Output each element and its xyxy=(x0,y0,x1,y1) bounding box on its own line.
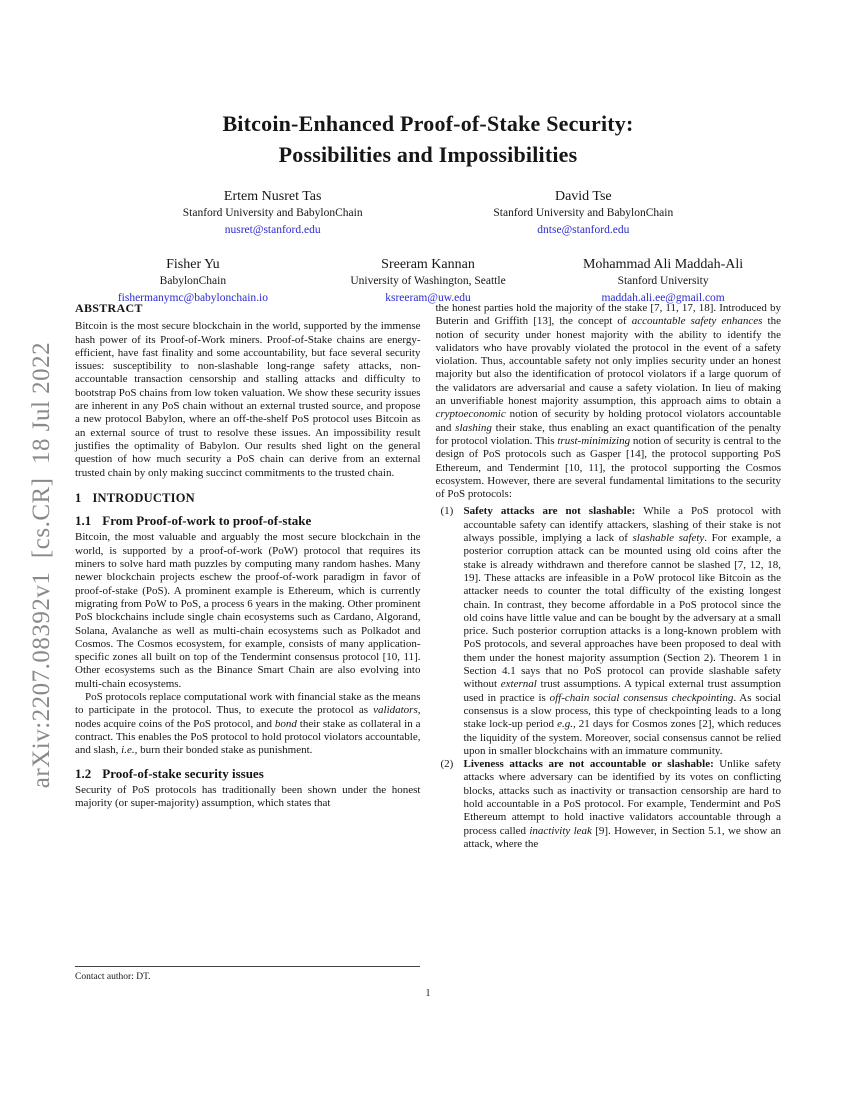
subsection-heading-1-2 xyxy=(75,767,421,780)
left-column xyxy=(75,302,421,851)
author-affiliation: Stanford University xyxy=(617,275,709,287)
section-number: 1 xyxy=(75,490,82,505)
body-paragraph: the honest parties hold the majority of the stake [7, 11, 17, 18]. Introduced by Buterin and Griffith [13], the concept of accountable safety enhances the notion of security under honest majority with the ability to identify the validators who have provably violated the protocol in the event of a safety violation. Thus, accountable safety not only implies security under an honest majority but also the identification of protocol violators if a large quorum of the validators are adversarial and cause a safety violation. In lieu of making an unverifiable honest majority assumption, this approach aims to obtain a cryptoeconomic notion of security by holding protocol violators accountable and slashing their stake, thus enabling an exact quantification of the penalty for protocol violation. This trust-minimizing notion of security is central to the design of PoS protocols such as Gasper [14], the protocol supporting PoS Ethereum, and Tendermint [10, 11], the protocol supporting the Cosmos ecosystem. However, there are several fundamental limitations to the security of PoS protocols: xyxy=(435,302,781,501)
footnote-text: Contact author: DT. xyxy=(75,972,151,982)
list-item-text: Safety attacks are not slashable: While a PoS protocol with accountable safety can identify attackers, slashing of their stake is not always possible, implying a lack of slashable safety. For example, a posterior corruption attack can be mounted using old coins after the stake is already withdrawn and therefore cannot be slashed [7, 12, 18, 19]. These attacks are infeasible in a PoW protocol like Bitcoin as the attacker needs to counter the total difficulty of the existing longest chain. In contrast, they become affordable in a PoS protocol since the old coins have little value and can be bought by the adversary at a small price. Such posterior corruption attacks is a long-known problem with PoS protocols, and several approaches have been proposed to deal with them under the honest majority assumption (Section 2). Theorem 1 in Section 4.1 says that no PoS protocol can provide slashable safety without external trust assumptions. A typical external trust assumption used in practice is off-chain social consensus checkpointing. As social consensus is a slow process, this type of checkpointing leads to a long stake lock-up period e.g., 21 days for Cosmos zones [2], which reduces the liquidity of the system. Moreover, social consensus cannot be relied upon in smaller blockchains with an immature community. xyxy=(463,505,781,757)
author-name: David Tse xyxy=(554,189,612,204)
author-name: Mohammad Ali Maddah-Ali xyxy=(582,257,744,272)
subsection-number: 1.1 xyxy=(75,513,92,529)
subsection-title: From Proof-of-work to proof-of-stake xyxy=(102,513,312,529)
section-title: INTRODUCTION xyxy=(92,490,195,505)
page-number: 1 xyxy=(425,988,431,999)
list-item xyxy=(436,758,782,851)
subsection-number: 1.2 xyxy=(75,765,92,781)
author-block xyxy=(428,188,739,238)
author-block xyxy=(75,256,310,306)
list-item-text: Liveness attacks are not accountable or slashable: Unlike safety attacks where adversary can be identified by its votes on conflicting blocks, attacks such as inactivity or transaction censorship are hard to hold accountable in a PoS protocol. For example, Tendermint and PoS Ethereum attempt to hold inactive validators accountable through a process called inactivity leak [9]. However, in Section 5.1, we show an attack, where the xyxy=(463,758,782,850)
footnote xyxy=(75,966,420,983)
body-paragraph: Bitcoin, the most valuable and arguably the most secure blockchain in the world, is supported by a proof-of-work (PoW) protocol that requires its miners to solve hard math puzzles by computing many random hashes. Many newer blockchain projects eschew the proof-of-work paradigm in favor of proof-of-stake (PoS). A prominent example is Ethereum, which is currently migrating from PoW to PoS, a process 6 years in the making. Other prominent PoS blockchains include single chain ecosystems such as Cardano, Algorand, Solana, Avalanche as well as multi-chain ecosystems such as Polkadot and Cosmos. The Cosmos ecosystem, for example, consists of many application-specific zones all built on top of the Tendermint consensus protocol [10, 11]. Other ecosystems such as the Binance Smart Chain are also evolving into multi-chain ecosystems. xyxy=(75,531,421,690)
author-email-link[interactable]: maddah.ali.ee@gmail.com xyxy=(601,292,725,304)
abstract-heading: ABSTRACT xyxy=(75,301,143,315)
abstract-text: Bitcoin is the most secure blockchain in the world, supported by the immense hash power of its Proof-of-Work miners. Proof-of-Stake chains are energy-efficient, have fast finality and some accountability, but face several security issues: susceptibility to non-slashable long-range safety attacks, non-accountable transaction censorship and stalling attacks and difficulty to bootstrap PoS chains from low token valuation. We show these security issues are inherent in any PoS chain without an external trusted source, and propose a new protocol Babylon, where an off-the-shelf PoS protocol uses Bitcoin as an external source of trust to resolve these issues. An impossibility result justifies the optimality of Babylon. Our results shed light on the general question of how much security a PoS chain can derive from an external trusted chain by only making succinct commitments to the trusted chain. xyxy=(75,320,421,479)
list-item xyxy=(436,505,782,758)
author-email-link[interactable]: dntse@stanford.edu xyxy=(537,224,630,236)
arxiv-stamp: arXiv:2207.08392v1 [cs.CR] 18 Jul 2022 xyxy=(28,341,55,789)
limitations-list xyxy=(436,505,782,851)
author-block xyxy=(310,256,545,306)
paper-title-line1: Bitcoin-Enhanced Proof-of-Stake Security: xyxy=(222,111,634,136)
author-affiliation: BabylonChain xyxy=(159,275,227,287)
footnote-rule xyxy=(75,966,420,967)
author-affiliation: Stanford University and BabylonChain xyxy=(493,207,674,219)
two-column-body xyxy=(75,302,781,851)
author-name: Fisher Yu xyxy=(166,257,220,272)
right-column xyxy=(436,302,782,851)
paper-header xyxy=(75,108,781,306)
list-marker: (1) xyxy=(440,505,454,518)
paper-title xyxy=(75,108,781,170)
section-heading-introduction xyxy=(75,492,421,505)
author-email-link[interactable]: ksreeram@uw.edu xyxy=(385,292,471,304)
author-block xyxy=(546,256,781,306)
author-email-link[interactable]: nusret@stanford.edu xyxy=(224,224,321,236)
author-affiliation: University of Washington, Seattle xyxy=(350,275,506,287)
body-paragraph: Security of PoS protocols has traditionally been shown under the honest majority (or super-majority) assumption, which states that xyxy=(75,783,421,810)
author-name: Sreeram Kannan xyxy=(381,257,475,272)
authors-row-1 xyxy=(75,188,781,238)
authors-row-2 xyxy=(75,256,781,306)
author-affiliation: Stanford University and BabylonChain xyxy=(182,207,363,219)
subsection-title: Proof-of-stake security issues xyxy=(102,765,264,781)
body-paragraph: PoS protocols replace computational work with financial stake as the means to participate in the protocol. Thus, to execute the protocol as validators, nodes acquire coins of the PoS protocol, and bond their stake as collateral in a contract. This enables the PoS protocol to hold protocol violators accountable, and slash, i.e., burn their bonded stake as punishment. xyxy=(75,691,421,757)
author-email-link[interactable]: fishermanymc@babylonchain.io xyxy=(117,292,268,304)
paper-title-line2: Possibilities and Impossibilities xyxy=(278,142,578,167)
author-block xyxy=(117,188,428,238)
list-marker: (2) xyxy=(440,758,454,771)
author-name: Ertem Nusret Tas xyxy=(223,189,322,204)
subsection-heading-1-1 xyxy=(75,514,421,527)
